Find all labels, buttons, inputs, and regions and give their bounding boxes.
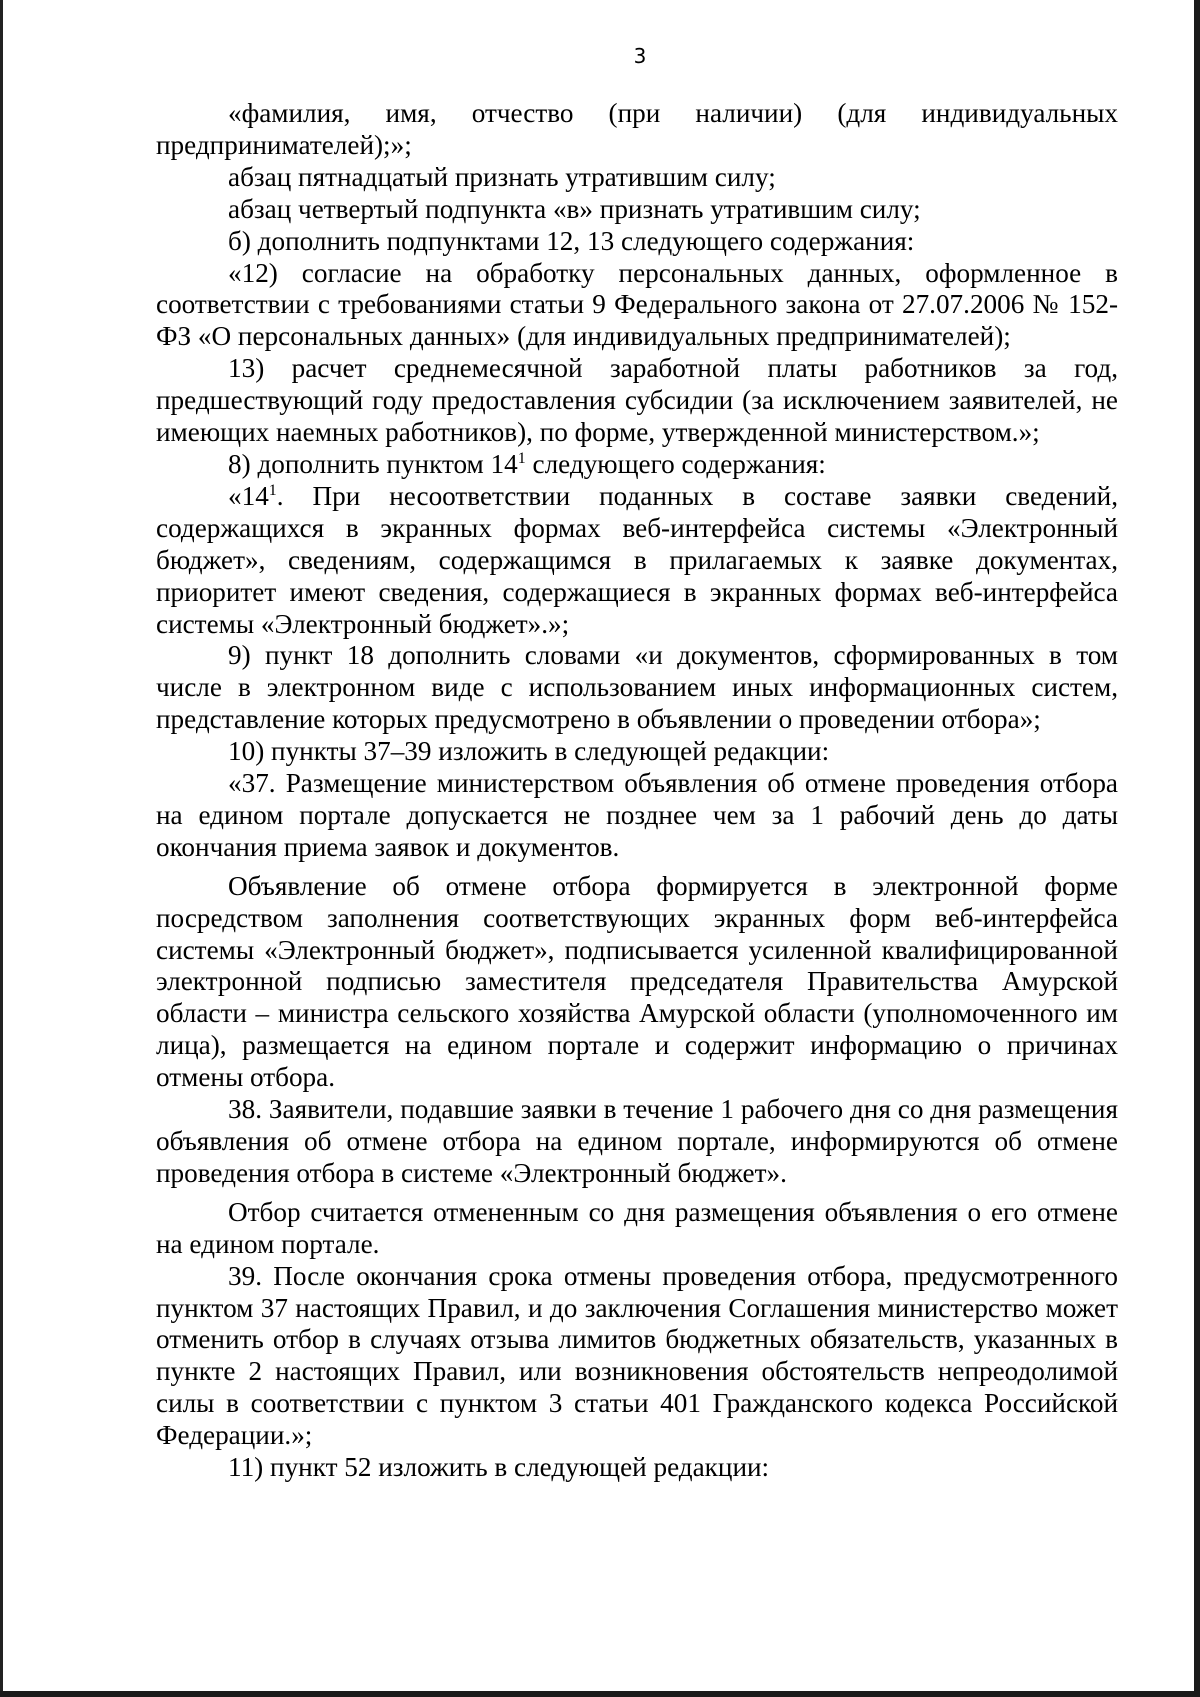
paragraph: абзац четвертый подпункта «в» признать утратившим силу; — [228, 193, 921, 224]
paragraph: 39. После окончания срока отмены проведения отбора, предусмотренного пунктом 37 настоящих Правил, и до заключения Соглашения министерство может отменить отбор в случаях отзыва лимитов бюджетных обязательств, указанных в пункте 2 настоящих Правил, или возникновения обстоятельств непреодолимой силы в соответствии с пунктом 3 статьи 401 Гражданского кодекса Российской Федерации.»; — [156, 1260, 1118, 1451]
paragraph: 9) пункт 18 дополнить словами «и документов, сформированных в том числе в электронном виде с использованием иных информационных систем, представление которых предусмотрено в объявлении о проведении отбора»; — [156, 640, 1118, 735]
paragraph: 10) пункты 37–39 изложить в следующей редакции: — [228, 736, 830, 767]
scan-edge-bottom — [0, 1691, 1200, 1697]
document-body — [156, 98, 1118, 1484]
paragraph-text: . При несоответствии поданных в составе заявки сведений, содержащихся в экранных формах веб-интерфейса системы «Электронный бюджет», сведениям, содержащимся в прилагаемых к заявке документах, приоритет имеют сведения, содержащиеся в экранных формах веб-интерфейса системы «Электронный бюджет».»; — [156, 480, 1118, 639]
paragraph: «12) согласие на обработку персональных данных, оформленное в соответствии с требованиями статьи 9 Федерального закона от 27.07.2006 № 152-ФЗ «О персональных данных» (для индивидуальных предпринимателей); — [156, 257, 1118, 352]
paragraph: б) дополнить подпунктами 12, 13 следующего содержания: — [228, 225, 915, 256]
paragraph: 11) пункт 52 изложить в следующей редакции: — [228, 1452, 770, 1483]
page-number: 3 — [633, 44, 647, 68]
paragraph: абзац пятнадцатый признать утратившим силу; — [228, 161, 776, 192]
paragraph-text: следующего содержания: — [525, 448, 826, 479]
superscript: 1 — [517, 449, 526, 467]
paragraph: 38. Заявители, подавшие заявки в течение 1 рабочего дня со дня размещения объявления об отмене отбора на едином портале, информируются об отмене проведения отбора в системе «Электронный бюджет». — [156, 1094, 1118, 1188]
superscript: 1 — [268, 481, 277, 499]
paragraph — [156, 481, 1118, 641]
paragraph-text: «14 — [228, 480, 269, 511]
paragraph: Объявление об отмене отбора формируется в электронной форме посредством заполнения соответствующих экранных форм веб-интерфейса системы «Электронный бюджет», подписывается усиленной квалифицированной электронной подписью заместителя председателя Правительства Амурской области – министра сельского хозяйства Амурской области (уполномоченного им лица), размещается на едином портале и содержит информацию о причинах отмены отбора. — [156, 870, 1118, 1093]
scan-edge-right — [1194, 0, 1200, 1697]
scan-edge-left — [0, 0, 3, 1697]
paragraph: «фамилия, имя, отчество (при наличии) (для индивидуальных предпринимателей);»; — [156, 98, 1118, 160]
paragraph-text: 8) дополнить пунктом 14 — [228, 448, 518, 479]
paragraph: «37. Размещение министерством объявления об отмене проведения отбора на едином портале допускается не позднее чем за 1 рабочий день до даты окончания приема заявок и документов. — [156, 768, 1118, 862]
paragraph: Отбор считается отмененным со дня размещения объявления о его отмене на едином портале. — [156, 1196, 1118, 1259]
paragraph: 13) расчет среднемесячной заработной платы работников за год, предшествующий году предоставления субсидии (за исключением заявителей, не имеющих наемных работников), по форме, утвержденной министерством.»; — [156, 353, 1118, 448]
paragraph — [156, 449, 1118, 481]
